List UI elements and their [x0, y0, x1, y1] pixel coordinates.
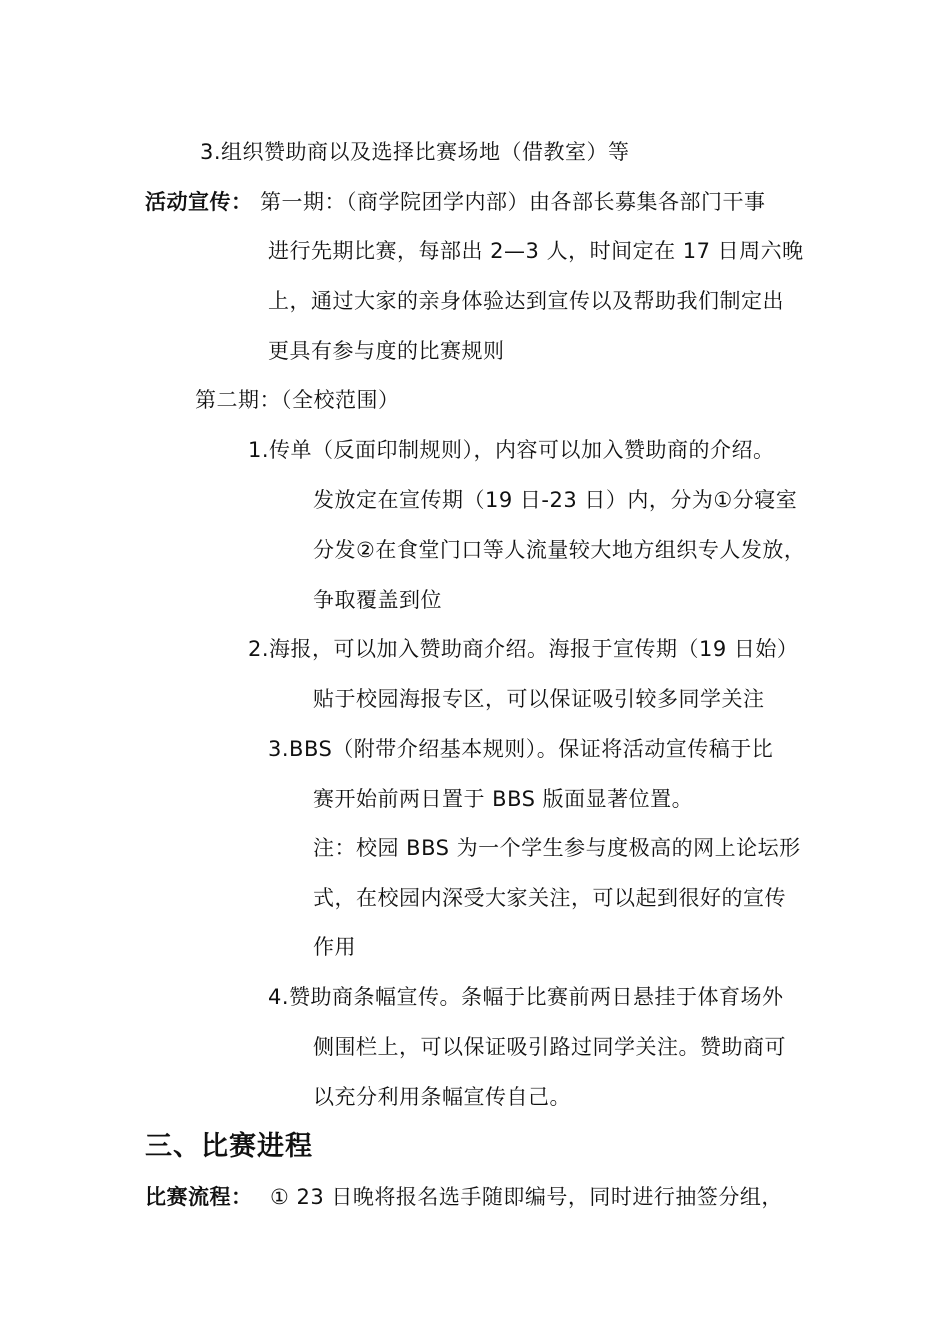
phase2-item-4-line-3: 以充分利用条幅宣传自己。: [313, 1085, 571, 1109]
phase2-item-1-line-1: 1.传单（反面印制规则），内容可以加入赞助商的介绍。: [248, 438, 775, 462]
phase2-item-2-line-1: 2.海报，可以加入赞助商介绍。海报于宣传期（19 日始）: [248, 637, 799, 661]
phase2-note-line-1: 注：校园 BBS 为一个学生参与度极高的网上论坛形: [313, 836, 801, 860]
phase2-item-1-line-3: 分发②在食堂门口等人流量较大地方组织专人发放，: [313, 538, 806, 562]
promo-phase1-line-1: 第一期：（商学院团学内部）由各部长募集各部门干事: [260, 190, 766, 214]
phase2-title: 第二期：（全校范围）: [195, 388, 400, 412]
phase2-item-3-line-1: 3.BBS（附带介绍基本规则）。保证将活动宣传稿于比: [268, 737, 774, 761]
phase2-item-1-line-2: 发放定在宣传期（19 日-23 日）内，分为①分寝室: [313, 488, 798, 512]
flow-line-1: ① 23 日晚将报名选手随即编号，同时进行抽签分组，: [270, 1185, 783, 1209]
section-3-heading: 三、比赛进程: [145, 1131, 313, 1162]
phase2-item-4-line-1: 4.赞助商条幅宣传。条幅于比赛前两日悬挂于体育场外: [268, 985, 784, 1009]
organize-item-3: 3.组织赞助商以及选择比赛场地（借教室）等: [200, 140, 630, 164]
phase2-note-line-3: 作用: [313, 935, 356, 959]
phase2-item-2-line-2: 贴于校园海报专区，可以保证吸引较多同学关注: [313, 687, 765, 711]
promo-phase1-line-2: 进行先期比赛，每部出 2—3 人，时间定在 17 日周六晚: [268, 239, 804, 263]
promo-label: 活动宣传：: [145, 190, 253, 214]
phase2-item-1-line-4: 争取覆盖到位: [313, 588, 442, 612]
promo-phase1-line-4: 更具有参与度的比赛规则: [268, 339, 505, 363]
promo-phase1-line-3: 上，通过大家的亲身体验达到宣传以及帮助我们制定出: [268, 289, 784, 313]
phase2-note-line-2: 式，在校园内深受大家关注，可以起到很好的宣传: [313, 886, 786, 910]
phase2-item-4-line-2: 侧围栏上，可以保证吸引路过同学关注。赞助商可: [313, 1035, 786, 1059]
phase2-item-3-line-2: 赛开始前两日置于 BBS 版面显著位置。: [313, 787, 694, 811]
flow-label: 比赛流程：: [145, 1185, 253, 1209]
